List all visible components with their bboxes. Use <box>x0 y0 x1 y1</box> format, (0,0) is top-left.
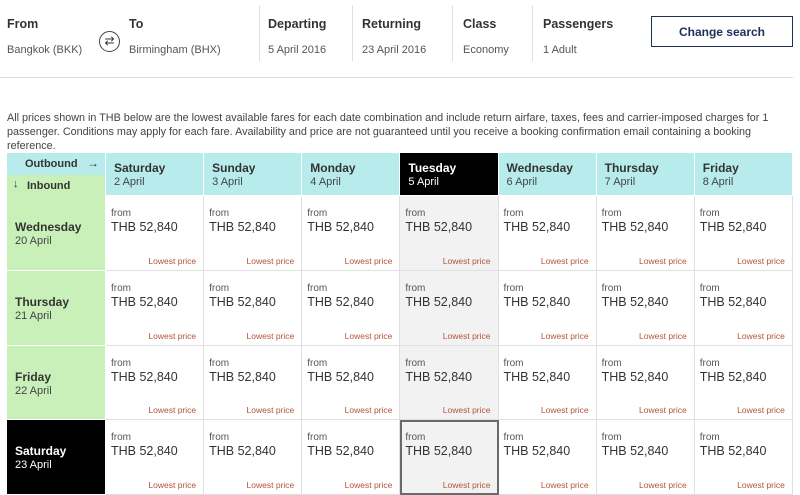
fare-cell[interactable] <box>695 271 793 346</box>
lowest-price-note: Lowest price <box>639 255 687 266</box>
fare-from-label: from <box>111 208 131 219</box>
returning-label: Returning <box>362 17 422 31</box>
fare-price: THB 52,840 <box>111 369 178 384</box>
fare-from-label: from <box>503 432 524 444</box>
from-label: From <box>7 17 39 31</box>
inbound-day: Friday <box>15 369 52 384</box>
fare-price: THB 52,840 <box>209 369 276 384</box>
lowest-price-note: Lowest price <box>540 255 589 266</box>
fare-price: THB 52,840 <box>699 369 767 384</box>
outbound-date-header[interactable] <box>400 153 498 196</box>
lowest-price-note: Lowest price <box>639 480 687 490</box>
fare-cell[interactable] <box>302 271 400 346</box>
fare-from-label: from <box>503 208 524 219</box>
outbound-date: 4 April <box>310 176 341 188</box>
fare-price: THB 52,840 <box>307 369 374 384</box>
outbound-date-header[interactable] <box>302 153 400 196</box>
fare-cell[interactable] <box>695 420 793 495</box>
fare-from-label: from <box>503 357 524 369</box>
inbound-date: 21 April <box>15 309 52 322</box>
fare-price: THB 52,840 <box>111 444 178 459</box>
lowest-price-note: Lowest price <box>442 255 491 266</box>
fare-price: THB 52,840 <box>307 294 374 309</box>
fare-from-label: from <box>601 282 622 294</box>
lowest-price-note: Lowest price <box>246 330 295 341</box>
inbound-day: Wednesday <box>15 220 82 234</box>
grid-corner <box>7 153 106 196</box>
class-field <box>463 17 509 56</box>
passengers-value: 1 Adult <box>543 44 577 56</box>
lowest-price-note: Lowest price <box>540 480 589 490</box>
fare-price: THB 52,840 <box>699 294 767 309</box>
divider <box>532 5 533 61</box>
lowest-price-note: Lowest price <box>344 480 393 490</box>
fare-from-label: from <box>111 432 131 444</box>
lowest-price-note: Lowest price <box>737 405 785 416</box>
fare-cell[interactable] <box>302 420 400 495</box>
outbound-day: Friday <box>702 161 739 175</box>
fare-cell[interactable] <box>204 420 302 495</box>
fare-price: THB 52,840 <box>699 444 767 459</box>
fare-from-label: from <box>307 208 328 219</box>
inbound-label: Inbound <box>27 180 71 192</box>
fare-cell[interactable] <box>499 346 597 421</box>
fare-cell[interactable] <box>400 346 498 421</box>
returning-field <box>362 17 426 56</box>
fare-from-label: from <box>209 432 230 444</box>
fare-cell[interactable] <box>204 271 302 346</box>
fare-cell[interactable] <box>106 271 204 346</box>
to-field <box>129 17 221 56</box>
passengers-field <box>543 17 613 56</box>
header-divider <box>0 77 793 78</box>
fare-calendar-grid <box>7 153 793 495</box>
fare-price: THB 52,840 <box>209 444 276 459</box>
fare-price: THB 52,840 <box>111 294 178 309</box>
fare-from-label: from <box>209 282 230 294</box>
outbound-day: Sunday <box>212 161 256 175</box>
fare-from-label: from <box>307 432 328 444</box>
lowest-price-note: Lowest price <box>148 405 197 416</box>
lowest-price-note: Lowest price <box>344 405 393 416</box>
fare-price: THB 52,840 <box>307 220 374 234</box>
fare-price: THB 52,840 <box>405 369 473 384</box>
fare-from-label: from <box>405 432 426 444</box>
outbound-day: Monday <box>310 161 356 175</box>
fare-from-label: from <box>699 357 720 369</box>
fare-from-label: from <box>209 208 230 219</box>
fare-from-label: from <box>405 282 426 294</box>
departing-field <box>268 17 326 56</box>
divider <box>352 5 353 61</box>
fare-from-label: from <box>601 432 622 444</box>
fare-price: THB 52,840 <box>601 220 669 234</box>
fare-price: THB 52,840 <box>601 369 669 384</box>
inbound-date-header[interactable] <box>7 196 106 271</box>
fare-from-label: from <box>405 357 426 369</box>
outbound-day: Thursday <box>604 161 659 175</box>
outbound-date: 7 April <box>604 176 636 188</box>
inbound-date-header[interactable] <box>7 346 106 421</box>
from-field <box>7 17 82 56</box>
to-label: To <box>129 17 144 31</box>
fare-cell[interactable] <box>499 271 597 346</box>
fare-from-label: from <box>601 357 622 369</box>
divider <box>259 5 260 61</box>
lowest-price-note: Lowest price <box>442 480 491 490</box>
fare-cell[interactable] <box>204 346 302 421</box>
lowest-price-note: Lowest price <box>148 480 197 490</box>
outbound-date: 8 April <box>702 176 734 188</box>
fare-price: THB 52,840 <box>307 444 374 459</box>
fare-price: THB 52,840 <box>503 294 571 309</box>
fare-cell[interactable] <box>400 196 498 271</box>
fare-price: THB 52,840 <box>405 220 473 234</box>
lowest-price-note: Lowest price <box>540 330 589 341</box>
fare-price: THB 52,840 <box>503 220 571 234</box>
fare-cell[interactable] <box>302 196 400 271</box>
passengers-label: Passengers <box>543 17 614 31</box>
fare-cell[interactable] <box>597 196 695 271</box>
fare-cell[interactable] <box>499 196 597 271</box>
fare-cell[interactable] <box>400 271 498 346</box>
fare-price: THB 52,840 <box>503 444 571 459</box>
fare-from-label: from <box>307 282 328 294</box>
outbound-day: Tuesday <box>408 161 457 175</box>
from-value: Bangkok (BKK) <box>7 44 83 56</box>
lowest-price-note: Lowest price <box>737 480 785 490</box>
inbound-date-header[interactable] <box>7 420 106 495</box>
lowest-price-note: Lowest price <box>737 255 785 266</box>
fare-cell[interactable] <box>597 420 695 495</box>
fare-price: THB 52,840 <box>111 220 178 234</box>
outbound-date: 3 April <box>212 176 243 188</box>
swap-icon[interactable]: ⇄ <box>99 31 120 52</box>
fare-price: THB 52,840 <box>405 294 473 309</box>
fare-price: THB 52,840 <box>405 444 473 459</box>
fare-cell[interactable] <box>204 196 302 271</box>
inbound-date: 22 April <box>15 384 52 397</box>
fare-cell[interactable] <box>499 420 597 495</box>
lowest-price-note: Lowest price <box>344 255 393 266</box>
to-value: Birmingham (BHX) <box>129 44 221 56</box>
inbound-day: Thursday <box>15 294 70 309</box>
outbound-date-header[interactable] <box>106 153 204 196</box>
outbound-date: 6 April <box>506 176 538 188</box>
lowest-price-note: Lowest price <box>344 330 393 341</box>
fare-from-label: from <box>307 357 328 369</box>
lowest-price-note: Lowest price <box>639 330 687 341</box>
fare-from-label: from <box>111 282 131 294</box>
lowest-price-note: Lowest price <box>639 405 687 416</box>
outbound-day: Wednesday <box>506 161 573 175</box>
fare-cell[interactable] <box>106 420 204 495</box>
lowest-price-note: Lowest price <box>540 405 589 416</box>
inbound-date: 23 April <box>15 459 52 472</box>
fare-from-label: from <box>209 357 230 369</box>
fare-price: THB 52,840 <box>601 444 669 459</box>
fare-from-label: from <box>601 208 622 219</box>
outbound-date-header[interactable] <box>204 153 302 196</box>
returning-value: 23 April 2016 <box>362 44 427 56</box>
fare-cell[interactable] <box>597 346 695 421</box>
divider <box>452 5 453 61</box>
class-value: Economy <box>463 44 509 56</box>
fare-from-label: from <box>699 432 720 444</box>
change-search-button[interactable]: Change search <box>651 16 793 47</box>
fare-cell[interactable] <box>695 346 793 421</box>
fare-cell[interactable] <box>400 420 498 495</box>
fare-cell[interactable] <box>597 271 695 346</box>
lowest-price-note: Lowest price <box>246 405 295 416</box>
lowest-price-note: Lowest price <box>246 480 295 490</box>
lowest-price-note: Lowest price <box>737 330 785 341</box>
right-arrow-icon: → <box>87 156 99 170</box>
inbound-day: Saturday <box>15 444 67 459</box>
inbound-date: 20 April <box>15 235 52 247</box>
outbound-date-header[interactable] <box>499 153 597 196</box>
search-summary <box>0 0 800 66</box>
outbound-label: Outbound <box>25 158 78 170</box>
class-label: Class <box>463 17 497 31</box>
lowest-price-note: Lowest price <box>148 330 197 341</box>
fare-from-label: from <box>699 282 720 294</box>
fare-price: THB 52,840 <box>209 220 276 234</box>
fare-cell[interactable] <box>302 346 400 421</box>
lowest-price-note: Lowest price <box>246 255 295 266</box>
fare-price: THB 52,840 <box>503 369 571 384</box>
lowest-price-note: Lowest price <box>442 405 491 416</box>
outbound-date: 2 April <box>114 176 145 188</box>
fare-cell[interactable] <box>106 346 204 421</box>
lowest-price-note: Lowest price <box>442 330 491 341</box>
fare-from-label: from <box>699 208 720 219</box>
outbound-date-header[interactable] <box>695 153 793 196</box>
fare-cell[interactable] <box>106 196 204 271</box>
outbound-date-header[interactable] <box>597 153 695 196</box>
outbound-day: Saturday <box>114 161 166 175</box>
departing-value: 5 April 2016 <box>268 44 327 56</box>
outbound-date: 5 April <box>408 176 439 188</box>
fare-price: THB 52,840 <box>601 294 669 309</box>
departing-label: Departing <box>268 17 327 31</box>
fare-notice: All prices shown in THB below are the lowest available fares for each date combination and include return airfare, taxes, fees and carrier-imposed charges for 1 passenger. Conditions may apply for each fare. Availability and price are not guaranteed until you receive a booking confirmation email containing a booking reference. <box>7 112 769 152</box>
fare-cell[interactable] <box>695 196 793 271</box>
lowest-price-note: Lowest price <box>148 255 197 266</box>
fare-from-label: from <box>405 208 426 219</box>
inbound-date-header[interactable] <box>7 271 106 346</box>
fare-from-label: from <box>503 282 524 294</box>
fare-price: THB 52,840 <box>699 220 767 234</box>
down-arrow-icon: ↓ <box>13 178 19 190</box>
fare-price: THB 52,840 <box>209 294 276 309</box>
fare-from-label: from <box>111 357 131 369</box>
